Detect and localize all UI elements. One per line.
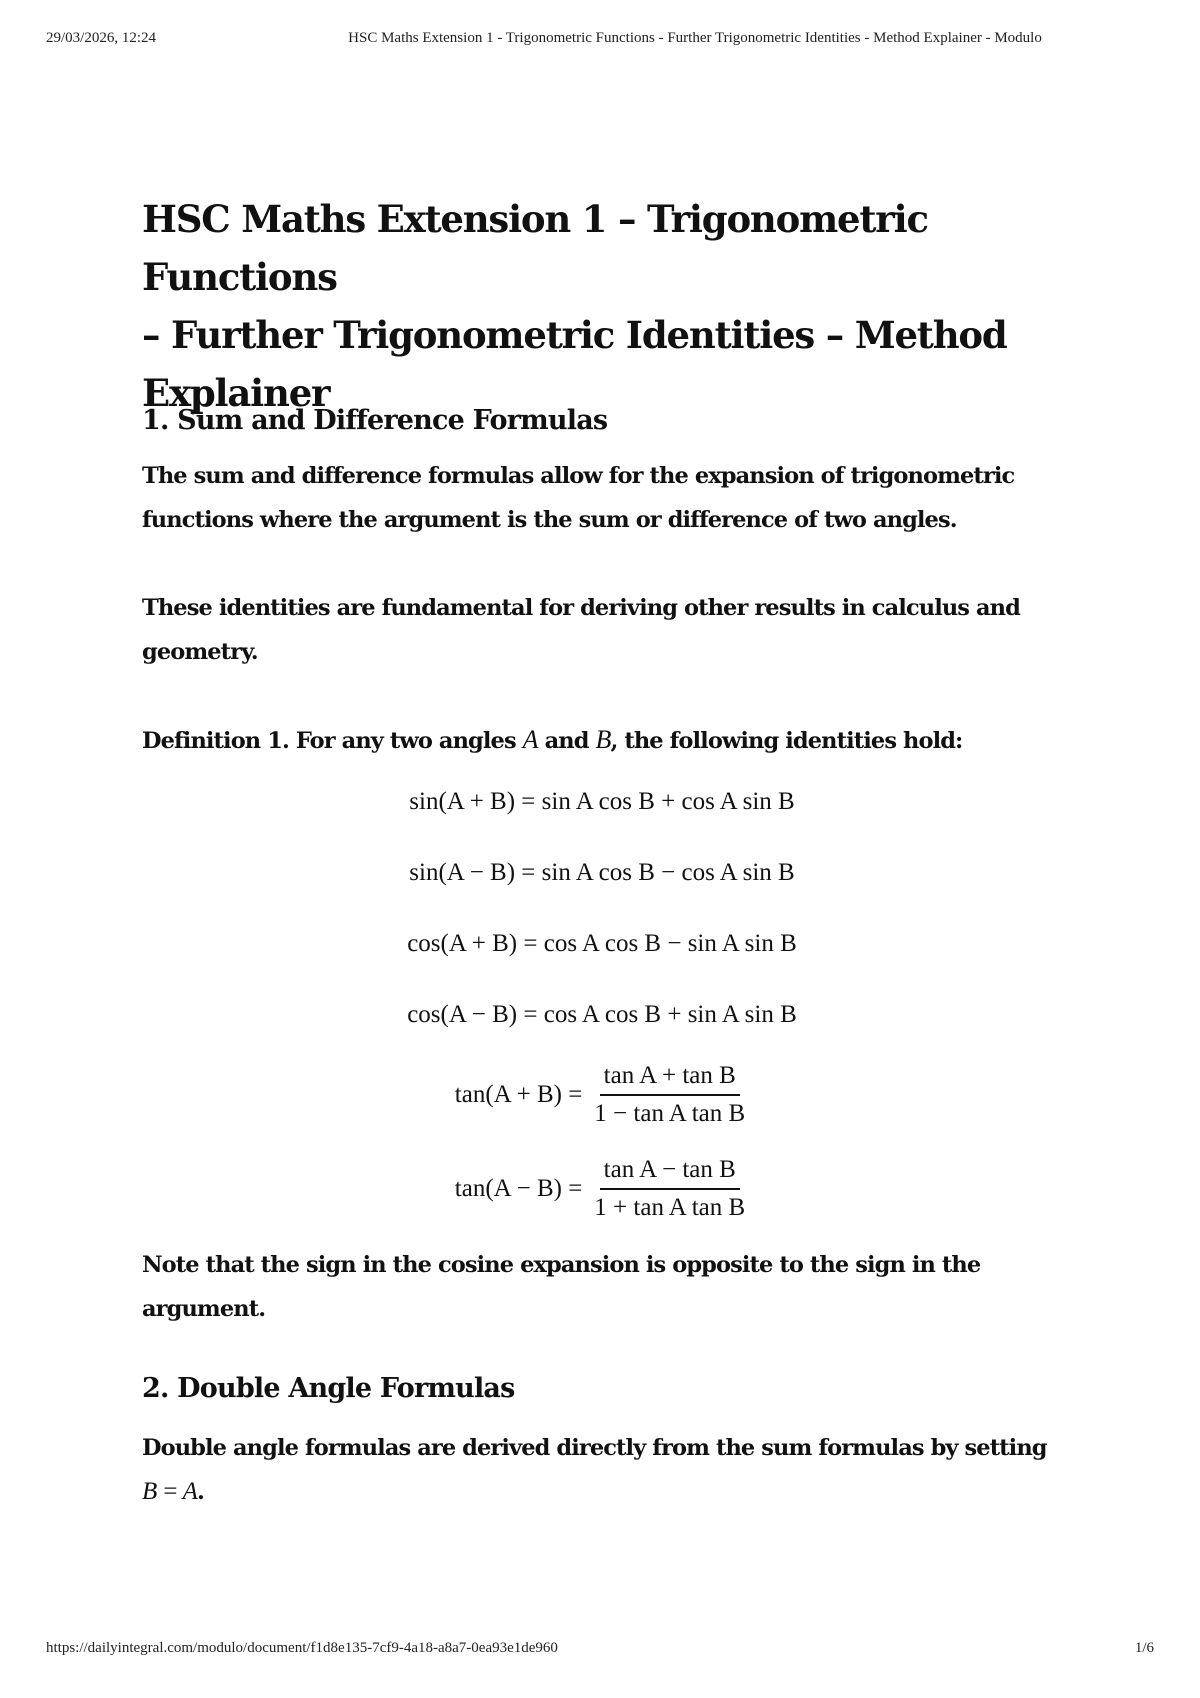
tan-sum-denominator: 1 − tan A tan B [594, 1100, 746, 1127]
section-2-heading: 2. Double Angle Formulas [142, 1373, 515, 1404]
equation-cos-diff: cos(A − B) = cos A cos B + sin A sin B [407, 1001, 797, 1028]
tan-diff-denominator: 1 + tan A tan B [594, 1194, 746, 1221]
section-2-paragraph [142, 1426, 1047, 1514]
section-1-paragraph-1 [142, 454, 1014, 542]
math-variable-a: A [522, 725, 538, 754]
equation-tan-sum [142, 1062, 1062, 1128]
tan-sum-numerator: tan A + tan B [600, 1062, 740, 1096]
tan-diff-numerator: tan A − tan B [600, 1156, 740, 1190]
print-header [46, 30, 1154, 54]
print-page-title: HSC Maths Extension 1 - Trigonometric Functions - Further Trigonometric Identities - Method Explainer - Modulo [348, 30, 1042, 46]
title-line-1: HSC Maths Extension 1 – Trigonometric Functions [142, 197, 928, 299]
print-url: https://dailyintegral.com/modulo/document/f1d8e135-7cf9-4a18-a8a7-0ea93e1de960 [46, 1640, 558, 1656]
paragraph-line: functions where the argument is the sum or difference of two angles. [142, 507, 957, 533]
paragraph-line: Note that the sign in the cosine expansion is opposite to the sign in the [142, 1252, 981, 1278]
definition-label: Definition 1. [142, 728, 289, 754]
tan-diff-lhs: tan(A − B) = [454, 1175, 583, 1202]
title-line-3: Explainer [142, 371, 330, 415]
print-datetime: 29/03/2026, 12:24 [46, 30, 157, 46]
paragraph-line: geometry. [142, 639, 258, 665]
title-line-2: – Further Trigonometric Identities – Method [142, 313, 1007, 357]
print-footer [46, 1640, 1154, 1662]
paragraph-period: . [196, 1479, 204, 1505]
paragraph-line: Double angle formulas are derived directly from the sum formulas by setting [142, 1435, 1047, 1461]
paragraph-line: argument. [142, 1296, 266, 1322]
print-page-number: 1/6 [1134, 1640, 1154, 1656]
paragraph-line: The sum and difference formulas allow for the expansion of trigonometric [142, 463, 1015, 489]
math-variable-b: B [595, 725, 611, 754]
document-title [142, 190, 1062, 422]
tan-diff-fraction [590, 1156, 749, 1222]
section-1-heading: 1. Sum and Difference Formulas [142, 405, 608, 436]
math-expression: B = A [142, 1478, 197, 1505]
equation-sin-diff: sin(A − B) = sin A cos B − cos A sin B [409, 859, 795, 886]
section-1-paragraph-2 [142, 586, 1020, 674]
tan-sum-fraction [590, 1062, 749, 1128]
paragraph-line: These identities are fundamental for deriving other results in calculus and [142, 595, 1020, 621]
definition-1 [142, 718, 962, 763]
definition-text: For any two angles [288, 728, 523, 754]
section-1-note [142, 1243, 980, 1331]
equation-cos-sum: cos(A + B) = cos A cos B − sin A sin B [407, 930, 797, 957]
document-content [142, 190, 1062, 1505]
definition-text: and [537, 728, 596, 754]
tan-sum-lhs: tan(A + B) = [454, 1081, 583, 1108]
equation-sin-sum: sin(A + B) = sin A cos B + cos A sin B [409, 788, 795, 815]
definition-text: , the following identities hold: [610, 728, 963, 754]
equation-tan-diff [142, 1156, 1062, 1222]
